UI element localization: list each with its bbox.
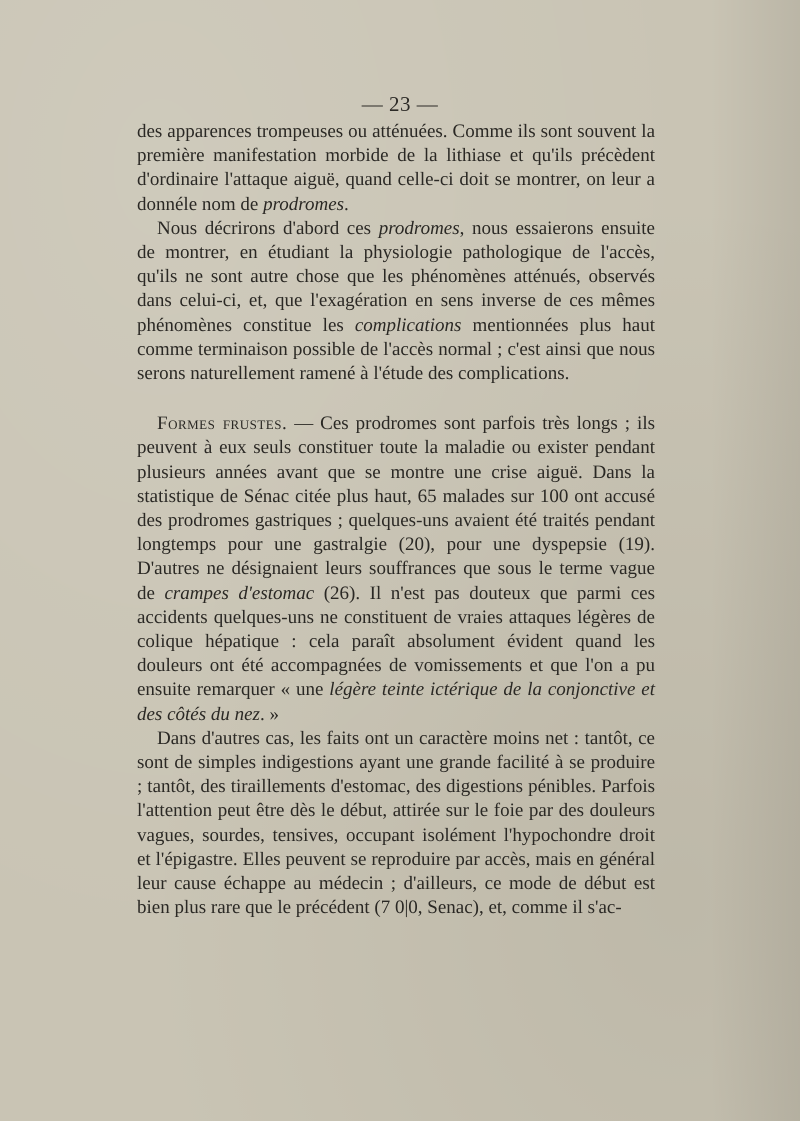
text-run: mentionnées plus haut comme terminaison possible de l'accès normal ; c'est ainsi que nous serons naturellement ramené à l'étude des complications.	[137, 314, 655, 385]
page-number: — 23 —	[361, 92, 439, 116]
text-run-italic: crampes d'estomac	[164, 582, 315, 604]
section-heading-formes-frustes: Formes frustes.	[157, 413, 288, 435]
text-run: . »	[259, 703, 279, 725]
text-run: .	[344, 193, 349, 215]
text-run-italic: prodromes	[263, 193, 345, 215]
text-run-italic: légère teinte ictérique de la conjonctive et des côtés du nez	[137, 679, 656, 725]
text-run: , nous essaierons ensuite de montrer, en étudiant la physiologie pathologique de l'accès, qu'ils ne sont autre chose que les phénomènes atténués, observés dans celui-ci, et, que l'exagération en sens inverse de ces mêmes phénomènes constitue les	[137, 217, 655, 336]
page-edge-shadow	[710, 0, 800, 1121]
text-run: (26). Il n'est pas douteux que parmi ces accidents quelques-uns ne constituent de vraies attaques légères de colique hépatique : cela paraît absolument évident quand les douleurs ont été accompagnées de vomissements et que l'on a pu ensuite remarquer « une	[137, 582, 656, 701]
body-text	[137, 120, 655, 921]
paragraph-1	[137, 120, 655, 217]
text-run-italic: prodromes	[378, 217, 460, 239]
text-run: des apparences trompeuses ou atténuées. Comme ils sont souvent la première manifestation morbide de la lithiase et qu'ils précèdent d'ordinaire l'attaque aiguë, quand celle-ci doit se montrer, on leur a donnéle nom de	[137, 121, 655, 215]
text-run: Nous décrirons d'abord ces	[157, 217, 379, 239]
text-run: Dans d'autres cas, les faits ont un caractère moins net : tantôt, ce sont de simples indigestions ayant une grande facilité à se produire ; tantôt, des tiraillements d'estomac, des digestions pénibles. Parfois l'attention peut être dès le début, attirée sur le foie par des douleurs vagues, sourdes, tensives, occupant isolément l'hypochondre droit et l'épigastre. Elles peuvent se reproduire par accès, mais en général leur cause échappe au médecin ; d'ailleurs, ce mode de début est bien plus rare que le précédent (7 0|0, Senac), et, comme il s'ac-	[137, 727, 655, 919]
text-run: — Ces prodromes sont parfois très longs ; ils peuvent à eux seuls constituer toute la maladie ou exister pendant plusieurs années avant que se montre une crise aiguë. Dans la statistique de Sénac citée plus haut, 65 malades sur 100 ont accusé des prodromes gastriques ; quelques-uns avaient été traités pendant longtemps pour une gastralgie (20), pour une dyspepsie (19). D'autres ne désignaient leurs souffrances que sous le terme vague de	[137, 413, 655, 604]
paragraph-2	[137, 217, 655, 386]
paragraph-3	[137, 412, 655, 727]
paragraph-gap	[137, 386, 655, 412]
paragraph-4	[137, 727, 655, 921]
text-run-italic: complications	[354, 314, 462, 336]
